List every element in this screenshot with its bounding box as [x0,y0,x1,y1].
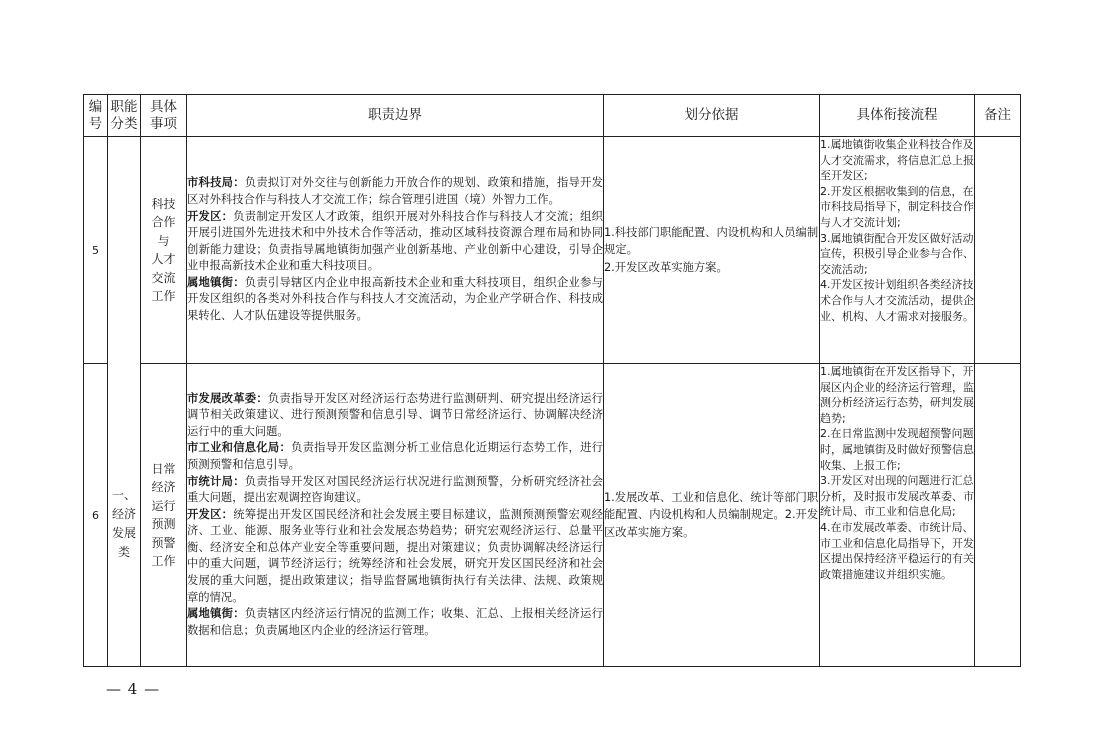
responsibility-paragraph: 市工业和信息化局：负责指导开发区监测分析工业信息化近期运行态势工作，进行预测预警和信息引导。 [187,441,603,471]
responsibility-paragraph: 开发区：统筹提出开发区国民经济和社会发展主要目标建议，监测预测预警宏观经济、工业、能源、服务业等行业和社会发展态势趋势；研究宏观经济运行、总量平衡、经济安全和总体产业安全等重要问题，提出对策建议；负责协调解决经济运行中的重大问题，调节经济运行；统筹经济和社会发展，研究开发区国民经济和社会发展的重大问题，提出政策建议；指导监督属地镇街执行有关法律、法规、政策规章的情况。 [187,507,603,604]
remark-cell [975,364,1021,667]
responsibility-cell [187,364,604,667]
category-line: 发展 [111,526,136,540]
item-cell: 科技 合作 与 人才 交流 工作 [141,137,187,364]
row-number: 5 [84,137,108,364]
header-no: 编 号 [84,95,108,137]
category-line: 经济 [111,507,136,521]
basis-cell: 1.发展改革、工业和信息化、统计等部门职能配置、内设机构和人员编制规定。2.开发区改革实施方案。 [604,364,820,667]
responsibility-cell [187,137,604,364]
table-row [84,137,1021,364]
header-remark: 备注 [975,95,1021,137]
header-row [84,95,1021,137]
flow-cell: 1.属地镇街收集企业科技合作及人才交流需求，将信息汇总上报至开发区; 2.开发区根据收集到的信息，在市科技局指导下，制定科技合作与人才交流计划; 3.属地镇街配合开发区做好活动宣传，积极引导企业参与合作、交流活动; 4.开发区按计划组织各类经济技术合作与人才交流活动，提供企业、机构、人才需求对接服务。 [820,137,975,364]
responsibility-paragraph: 市统计局：负责指导开发区对国民经济运行状况进行监测预警，分析研究经济社会重大问题，提出宏观调控咨询建议。 [187,474,603,505]
flow-cell: 1.属地镇街在开发区指导下，开展区内企业的经济运行管理，监测分析经济运行态势，研判发展趋势; 2.在日常监测中发现超预警问题时，属地镇街及时做好预警信息收集、上报工作; 3.开发区对出现的问题进行汇总分析，及时报市发展改革委、市统计局、市工业和信息化局; 4.在市发展改革委、市统计局、市工业和信息化局指导下，开发区提出保持经济平稳运行的有关政策措施建议并组织实施。 [820,364,975,667]
row-number: 6 [84,364,108,667]
responsibility-table [83,94,1021,667]
header-item: 具体 事项 [141,95,187,137]
table-row [84,364,1021,667]
responsibility-paragraph: 市发展改革委：负责指导开发区对经济运行态势进行监测研判、研究提出经济运行调节相关政策建议、进行预测预警和信息引导、调节日常经济运行、协调解决经济运行中的重大问题。 [187,391,603,438]
basis-cell: 1.科技部门职能配置、内设机构和人员编制规定。 2.开发区改革实施方案。 [604,137,820,364]
remark-cell [975,137,1021,364]
header-basis: 划分依据 [604,95,820,137]
header-category: 职能 分类 [108,95,141,137]
item-cell: 日常 经济 运行 预测 预警 工作 [141,364,187,667]
category-line: 一、 [111,488,136,502]
header-flow: 具体衔接流程 [820,95,975,137]
responsibility-paragraph: 属地镇街：负责辖区内经济运行情况的监测工作；收集、汇总、上报相关经济运行数据和信息；负责属地区内企业的经济运行管理。 [187,607,603,637]
page-number: — 4 — [106,680,161,698]
responsibility-paragraph: 开发区：负责制定开发区人才政策，组织开展对外科技合作与科技人才交流；组织开展引进国外先进技术和中外技术合作等活动，推动区域科技资源合理布局和协同创新能力建设；负责指导属地镇街加强产业创新基地、产业创新中心建设，引导企业申报高新技术企业和重大科技项目。 [187,209,603,273]
responsibility-paragraph: 属地镇街：负责引导辖区内企业申报高新技术企业和重大科技项目，组织企业参与开发区组织的各类对外科技合作与科技人才交流活动，为企业产学研合作、科技成果转化、人才队伍建设等提供服务。 [187,275,603,323]
responsibility-paragraph: 市科技局：负责拟订对外交往与创新能力开放合作的规划、政策和措施，指导开发区对外科技合作与科技人才交流工作；综合管理引进国（境）外智力工作。 [187,176,603,206]
header-responsibility: 职责边界 [187,95,604,137]
category-line: 类 [117,545,130,559]
category-cell [108,137,141,667]
